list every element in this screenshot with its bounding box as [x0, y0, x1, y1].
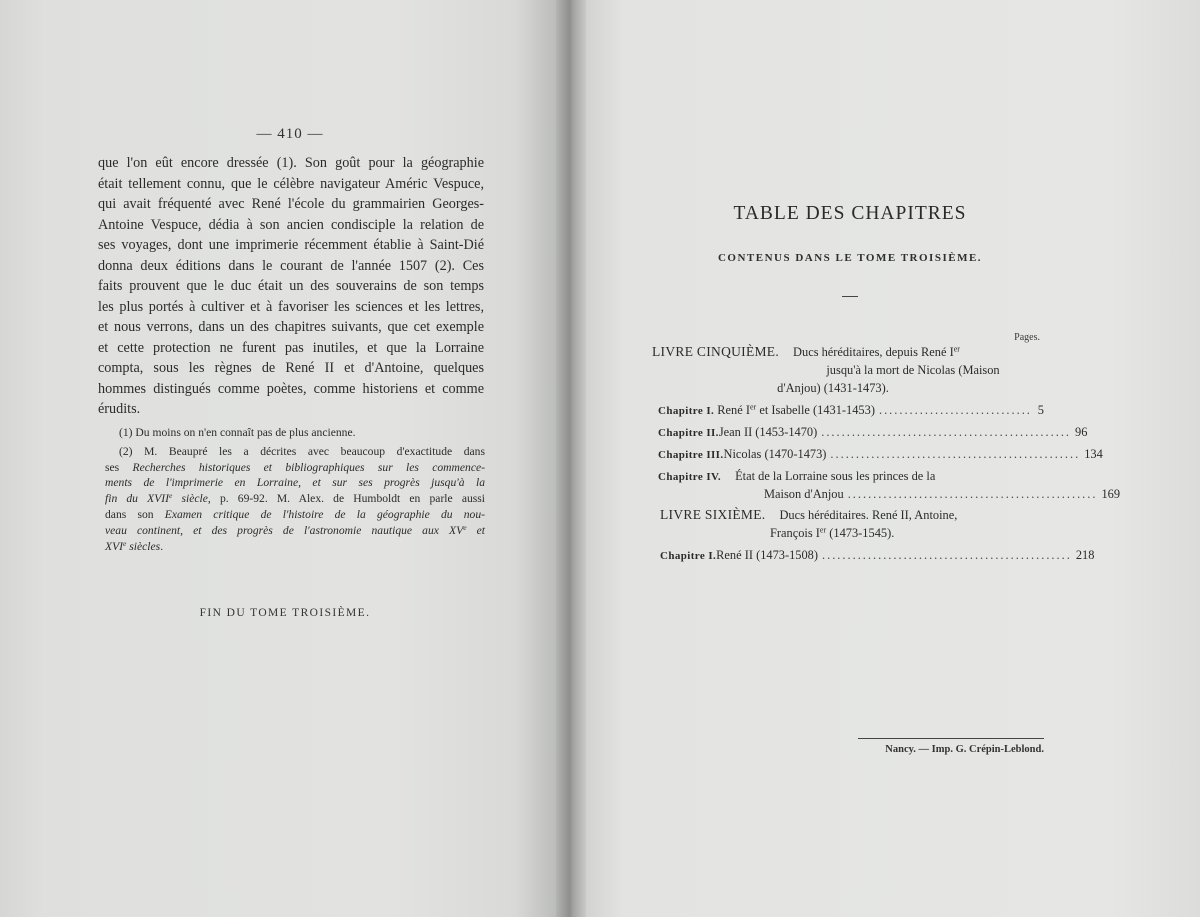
footnote-2 [105, 444, 485, 555]
footnote-1: (1) Du moins on n'en connaît pas de plus ancienne. [119, 426, 356, 439]
footnote-line: ments de l'imprimerie en Lorraine, et sur ses progrès jusqu'à la [105, 476, 485, 490]
page-ref: 218 [1075, 548, 1095, 562]
page-ref: 5 [1037, 403, 1044, 417]
end-of-volume-note: FIN DU TOME TROISIÈME. [199, 607, 371, 619]
body-line: ses voyages, dont une imprimerie récemment établie à Saint-Dié [98, 237, 484, 253]
leader-dots: ................................................. [830, 447, 1081, 461]
leader-dots: .............................. [878, 403, 1032, 417]
footnote-line: dans son Examen critique de l'histoire de la géographie du nou- [105, 507, 486, 521]
book-heading-line: jusqu'à la mort de Nicolas (Maison [826, 363, 1000, 377]
page-ref: 134 [1084, 447, 1103, 461]
divider-rule [842, 296, 858, 297]
toc-entry: Chapitre III. Nicolas (1470-1473) ................................................. 134 [658, 447, 1103, 461]
toc-subtitle: CONTENUS DANS LE TOME TROISIÈME. [717, 252, 983, 264]
book-gutter [556, 0, 586, 917]
body-line: donna deux éditions dans le courant de l'année 1507 (2). Ces [98, 257, 484, 274]
toc-entry: Chapitre I. René II (1473-1508) ................................................. 218 [660, 548, 1095, 562]
body-line: les plus portés à cultiver et à favoriser les sciences et les lettres, [98, 298, 484, 315]
body-line: faits prouvent que le duc était un des souverains de son temps [98, 278, 484, 294]
page-ref: 169 [1101, 487, 1121, 501]
printer-imprint: Nancy. — Imp. G. Crépin-Leblond. [885, 744, 1044, 755]
book-heading-line: d'Anjou) (1431-1473). [777, 381, 889, 395]
imprint-rule [858, 738, 1044, 739]
page-number: — 410 — [256, 126, 324, 142]
body-line: compta, sous les règnes de René II et d'Antoine, quelques [98, 360, 484, 376]
book-heading: LIVRE SIXIÈME. Ducs héréditaires. René II, Antoine, [660, 507, 958, 522]
book-heading: LIVRE CINQUIÈME. Ducs héréditaires, depuis René Ier [652, 344, 960, 359]
table-of-contents [652, 343, 1121, 564]
footnote-line: veau continent, et des progrès de l'astronomie nautique aux XVe et [105, 522, 486, 537]
footnote-line: ses Recherches historiques et bibliographiques sur les commence- [105, 460, 486, 474]
leader-dots: ................................................. [822, 548, 1072, 562]
pages-column-label: Pages. [1014, 332, 1040, 343]
body-line: Antoine Vespuce, dédia à son ancien condisciple la relation de [98, 216, 484, 233]
body-line: hommes distingués comme poètes, comme historiens et comme [98, 380, 484, 397]
toc-entry: Chapitre IV. État de la Lorraine sous les princes de la [658, 469, 936, 483]
page-ref: 96 [1075, 425, 1088, 439]
toc-title: TABLE DES CHAPITRES [733, 203, 967, 224]
toc-entry-continuation: Maison d'Anjou ................................................. 169 [764, 487, 1121, 501]
toc-entry: Chapitre I. René Ier et Isabelle (1431-1453) .............................. 5 [658, 402, 1044, 417]
leader-dots: ................................................. [821, 425, 1072, 439]
body-line: qui avait fréquenté avec René l'école du grammairien Georges- [98, 196, 484, 212]
body-text [98, 153, 484, 420]
body-line: que l'on eût encore dressée (1). Son goût pour la géographie [98, 155, 484, 171]
body-line: érudits. [98, 401, 141, 417]
body-line: et nous verrons, dans un des chapitres suivants, que cet exemple [98, 319, 484, 335]
footnote-line: XVIe siècles. [105, 538, 164, 553]
body-line: et cette protection ne furent pas inutiles, et que la Lorraine [98, 339, 484, 356]
toc-entry: Chapitre II. Jean II (1453-1470) ................................................. 96 [658, 425, 1088, 439]
book-heading-line: François Ier (1473-1545). [770, 525, 895, 540]
footnotes [105, 425, 485, 554]
body-line: était tellement connu, que le célèbre navigateur Améric Vespuce, [98, 175, 484, 192]
footnote-line: fin du XVIIe siècle, p. 69-92. M. Alex. de Humboldt en parle aussi [105, 491, 486, 506]
leader-dots: ................................................. [847, 487, 1098, 501]
footnote-line: (2) M. Beaupré les a décrites avec beaucoup d'exactitude dans [119, 444, 485, 458]
